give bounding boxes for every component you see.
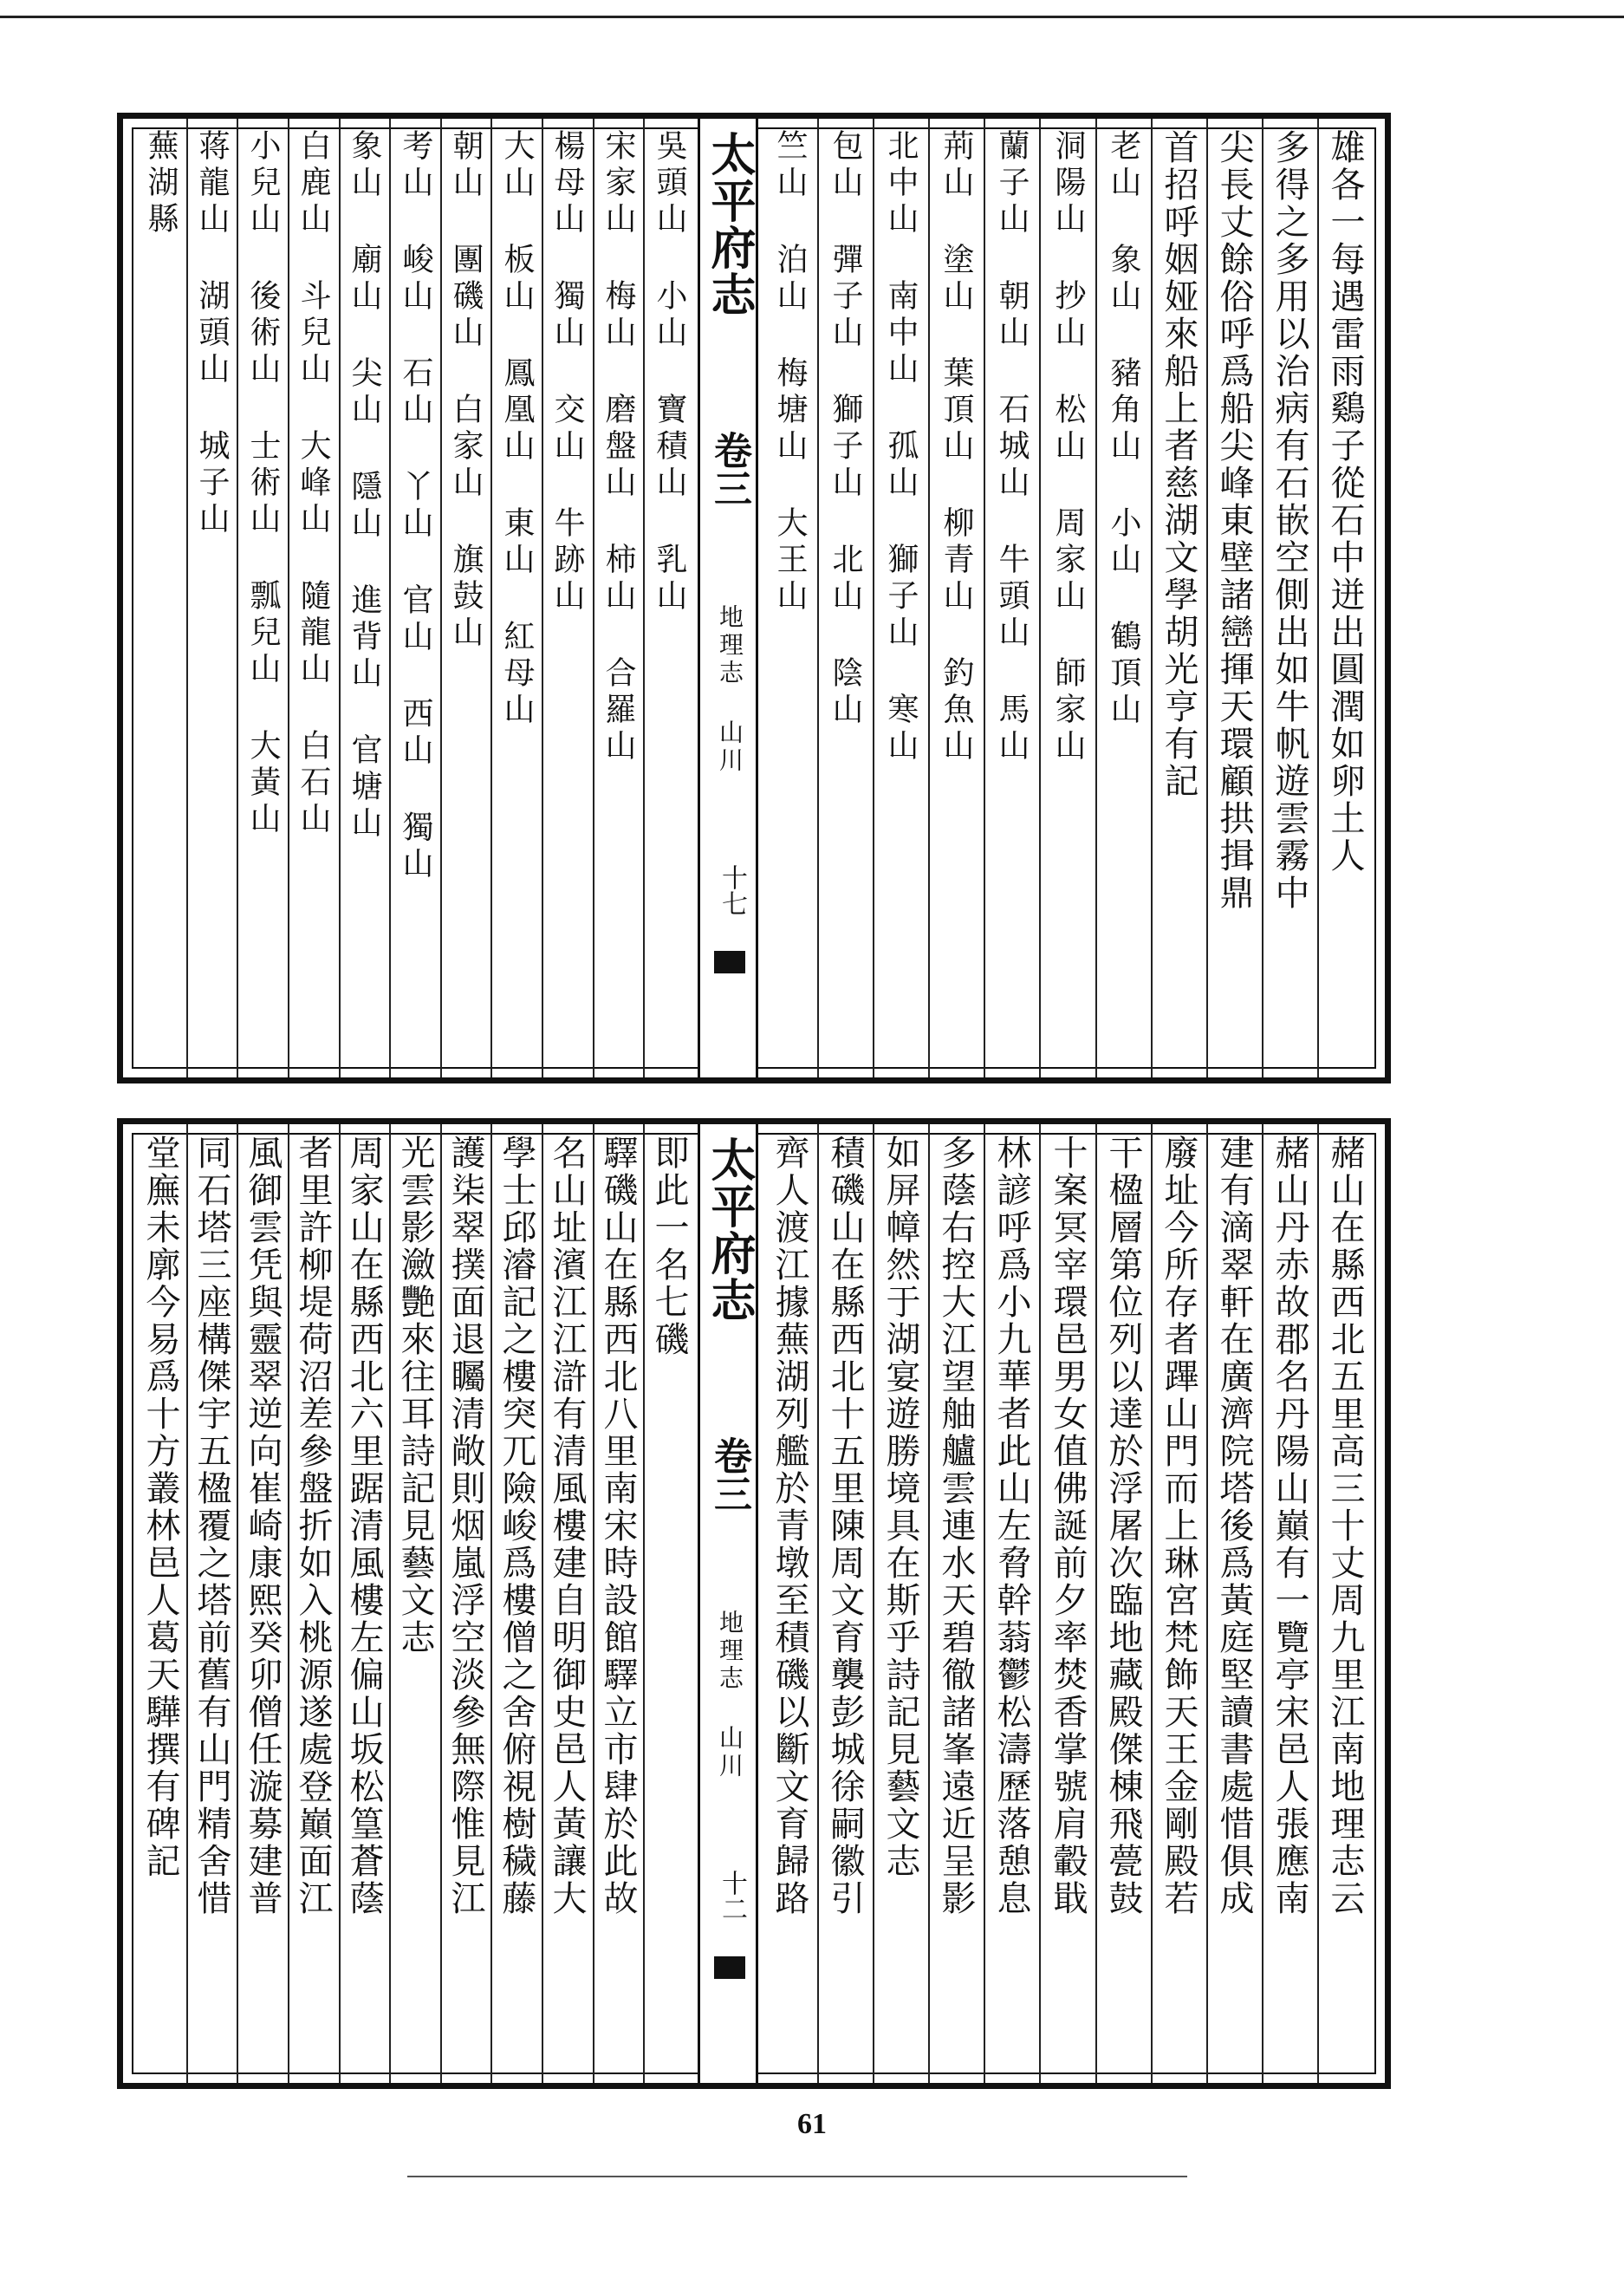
top-column-rule [288, 119, 289, 1077]
top-fishtail-mark [714, 951, 745, 973]
bottom-right-text-column: 赭山在縣西北五里高三十丈周九里江南地理志云 [1325, 1135, 1365, 1917]
top-right-text-column: 包山 彈子山 獅子山 北山 陰山 [828, 129, 863, 729]
bottom-column-rule [440, 1124, 442, 2083]
bottom-column-rule [817, 1124, 819, 2083]
bottom-right-text-column: 干楹層第位列以達於浮屠次臨地藏殿傑棟飛甍鼓 [1103, 1135, 1143, 1917]
top-left-text-column: 大山 板山 鳳凰山 東山 紅母山 [499, 129, 535, 729]
top-right-text-column: 尖長丈餘俗呼爲船尖峰東壁諸巒揮天環顧拱揖鼎 [1214, 129, 1254, 912]
top-column-rule [339, 119, 341, 1077]
bottom-juan-label: 卷三 [707, 1436, 751, 1513]
bottom-section-label: 地理志 山川 [716, 1610, 744, 1780]
top-juan-label: 卷三 [707, 431, 751, 507]
bottom-column-rule [928, 1124, 930, 2083]
top-column-rule [817, 119, 819, 1077]
top-right-text-column: 荊山 塗山 葉頂山 柳青山 釣魚山 [939, 129, 974, 765]
bottom-left-text-column: 者里許柳堤荷沼差參盤折如入桃源遂處登巔面江 [293, 1135, 333, 1917]
bottom-column-rule [643, 1124, 645, 2083]
top-left-text-column: 宋家山 梅山 磨盤山 柿山 合羅山 [601, 129, 636, 765]
top-right-text-column: 洞陽山 抄山 松山 周家山 師家山 [1050, 129, 1086, 765]
top-left-text-column: 考山 峻山 石山 丫山 官山 西山 獨山 [398, 129, 433, 883]
top-left-text-column: 白鹿山 斗兒山 大峰山 隨龍山 白石山 [296, 129, 331, 838]
bottom-left-text-column: 驛磯山在縣西北八里南宋時設館驛立市肆於此故 [598, 1135, 638, 1917]
top-right-text-column: 竺山 泊山 梅塘山 大王山 [772, 129, 808, 615]
bottom-right-text-column: 積磯山在縣西北十五里陳周文育襲彭城徐嗣徽引 [825, 1135, 865, 1917]
top-column-rule [542, 119, 543, 1077]
top-column-rule [593, 119, 594, 1077]
bottom-column-rule [542, 1124, 543, 2083]
top-column-rule [1151, 119, 1153, 1077]
top-left-text-column: 蒋龍山 湖頭山 城子山 [194, 129, 230, 538]
bottom-center-banner [698, 1124, 758, 2083]
top-column-rule [643, 119, 645, 1077]
top-column-rule [1317, 119, 1319, 1077]
bottom-column-rule [237, 1124, 238, 2083]
bottom-column-rule [490, 1124, 492, 2083]
top-column-rule [873, 119, 874, 1077]
bottom-left-text-column: 名山址濱江江滸有清風樓建自明御史邑人黃讓大 [547, 1135, 587, 1917]
bottom-column-rule [1039, 1124, 1041, 2083]
bottom-fishtail-mark [714, 1956, 745, 1979]
bottom-column-rule [186, 1124, 188, 2083]
top-right-text-column: 北中山 南中山 孤山 獅子山 寒山 [883, 129, 919, 765]
bottom-left-text-column: 即此一名七磯 [649, 1135, 689, 1358]
top-left-text-column: 朝山 團磯山 白家山 旗鼓山 [448, 129, 484, 652]
top-right-text-column: 老山 象山 豬角山 小山 鶴頂山 [1106, 129, 1141, 729]
bottom-column-rule [339, 1124, 341, 2083]
top-book-title: 太平府志 [703, 131, 756, 318]
bottom-column-rule [288, 1124, 289, 2083]
top-left-text-column: 象山 廟山 尖山 隱山 進背山 官塘山 [347, 129, 382, 843]
top-column-rule [1039, 119, 1041, 1077]
top-column-rule [928, 119, 930, 1077]
scan-top-edge [0, 16, 1624, 18]
top-left-text-column: 小兒山 後術山 士術山 瓢兒山 大黃山 [245, 129, 281, 838]
page-number: 61 [797, 2108, 827, 2140]
bottom-left-text-column: 護柒翠撲面退矚清敞則烟嵐浮空淡參無際惟見江 [445, 1135, 485, 1917]
bottom-right-text-column: 如屏幛然于湖宴遊勝境具在斯乎詩記見藝文志 [880, 1135, 920, 1880]
bottom-column-rule [873, 1124, 874, 2083]
bottom-book-title: 太平府志 [703, 1136, 756, 1324]
bottom-folio-number: 十二 [717, 1870, 747, 1922]
bottom-left-text-column: 同石塔三座構傑宇五楹覆之塔前舊有山門精舍惜 [192, 1135, 231, 1917]
bottom-right-text-column: 赭山丹赤故郡名丹陽山巔有一覽亭宋邑人張應南 [1270, 1135, 1309, 1917]
top-folio-number: 十七 [717, 864, 747, 916]
top-left-text-column: 吳頭山 小山 寶積山 乳山 [652, 129, 687, 615]
top-left-text-column: 楊母山 獨山 交山 牛跡山 [549, 129, 585, 615]
bottom-column-rule [1262, 1124, 1263, 2083]
bottom-column-rule [389, 1124, 391, 2083]
top-column-rule [186, 119, 188, 1077]
bottom-right-text-column: 十案冥宰環邑男女值佛誕前夕率焚香掌號肩轂戢 [1048, 1135, 1088, 1917]
top-section-label: 地理志 山川 [716, 604, 744, 775]
bottom-column-rule [984, 1124, 985, 2083]
bottom-left-text-column: 風御雲凭與靈翠逆向崔崎康熙癸卯僧任漩募建普 [243, 1135, 283, 1917]
top-center-banner [698, 119, 758, 1077]
bottom-right-text-column: 林諺呼爲小九華者此山左脅幹蓊鬱松濤歷落憩息 [991, 1135, 1031, 1917]
bottom-right-text-column: 建有滴翠軒在廣濟院塔後爲黃庭堅讀書處惜俱成 [1214, 1135, 1254, 1917]
top-right-text-column: 首招呼姻娅來船上者慈湖文學胡光亨有記 [1159, 129, 1199, 800]
top-column-rule [237, 119, 238, 1077]
top-column-rule [490, 119, 492, 1077]
top-column-rule [1206, 119, 1208, 1077]
top-column-rule [1095, 119, 1097, 1077]
top-right-text-column: 多得之多用以治病有石嵌空側出如牛帆遊雲霧中 [1270, 129, 1309, 912]
top-left-text-column: 蕪湖縣 [143, 129, 179, 238]
bottom-column-rule [1206, 1124, 1208, 2083]
top-column-rule [1262, 119, 1263, 1077]
bottom-right-text-column: 多蔭右控大江望舳艫雲連水天碧徹諸峯遠近呈影 [936, 1135, 976, 1917]
top-right-text-column: 蘭子山 朝山 石城山 牛頭山 馬山 [994, 129, 1030, 765]
bottom-column-rule [1317, 1124, 1319, 2083]
bottom-left-text-column: 周家山在縣西北六里踞清風樓左偏山坂松篁蒼蔭 [344, 1135, 384, 1917]
top-column-rule [389, 119, 391, 1077]
bottom-right-text-column: 齊人渡江據蕪湖列艦於青墩至積磯以斷文育歸路 [770, 1135, 809, 1917]
upper-page [117, 113, 1391, 1083]
bottom-right-text-column: 廢址今所存者蹕山門而上琳宮梵飾天王金剛殿若 [1159, 1135, 1199, 1917]
bottom-left-text-column: 光雲影瀲艷來往耳詩記見藝文志 [395, 1135, 435, 1656]
bottom-left-text-column: 學士邱濬記之樓突兀險峻爲樓僧之舍俯視樹穢藤 [497, 1135, 536, 1917]
bottom-column-rule [1095, 1124, 1097, 2083]
top-column-rule [440, 119, 442, 1077]
lower-page [117, 1118, 1391, 2089]
bottom-column-rule [1151, 1124, 1153, 2083]
bottom-left-text-column: 堂廡未廓今易爲十方叢林邑人葛天驊撰有碑記 [140, 1135, 180, 1880]
top-right-text-column: 雄各一每遇雷雨鷄子從石中迸出圓潤如卵土人 [1325, 129, 1365, 875]
top-column-rule [984, 119, 985, 1077]
scan-bottom-rule [407, 2176, 1187, 2177]
bottom-column-rule [593, 1124, 594, 2083]
